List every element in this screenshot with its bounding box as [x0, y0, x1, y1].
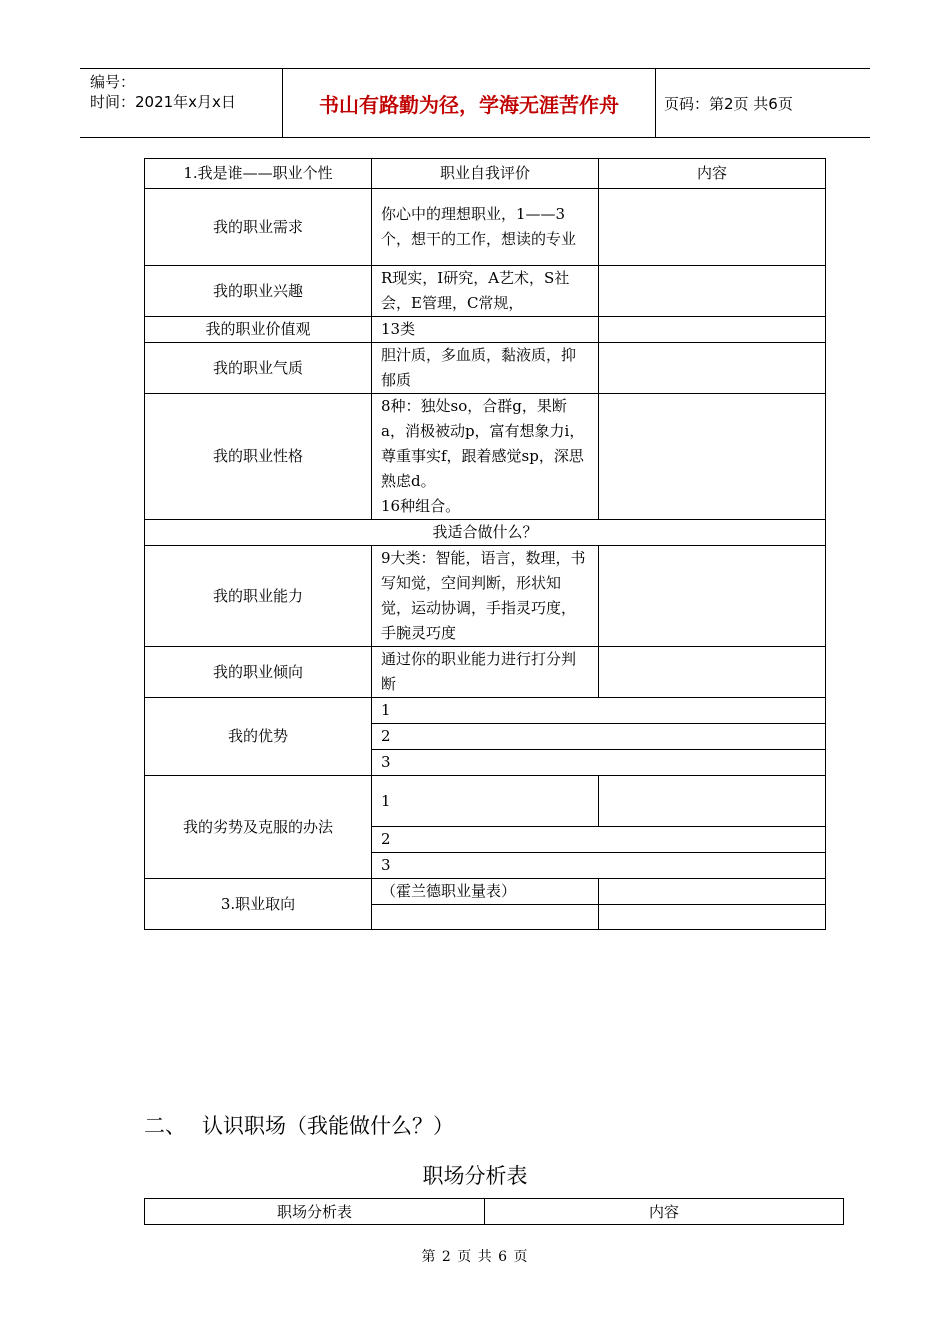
row-eval-line: 8种：独处so，合群g，果断a，消极被动p，富有想象力i，尊重事实f，跟着感觉sp，深思熟虑d。: [381, 397, 585, 490]
content-cell[interactable]: [599, 905, 826, 930]
motto-text: 书山有路勤为径，学海无涯苦作舟: [319, 92, 619, 117]
row-eval: 你心中的理想职业，1——3个，想干的工作，想读的专业: [372, 189, 599, 266]
content-cell[interactable]: [599, 317, 826, 343]
orientation-note: （霍兰德职业量表）: [372, 879, 599, 905]
advantage-item[interactable]: 2: [372, 724, 826, 750]
table-row: [145, 698, 826, 724]
section-row-label: 我适合做什么？: [145, 520, 826, 546]
disadvantage-item[interactable]: 1: [372, 776, 599, 827]
row-eval: R现实，I研究，A艺术，S社会，E管理，C常规，: [372, 266, 599, 317]
advantage-item[interactable]: 3: [372, 750, 826, 776]
table-row: [145, 266, 826, 317]
row-label: 我的优势: [145, 698, 372, 776]
content-cell[interactable]: [599, 189, 826, 266]
page-info: 页码：第2页 共6页: [664, 94, 793, 113]
row-label: 我的劣势及克服的办法: [145, 776, 372, 879]
row-eval: [372, 394, 599, 520]
section-title: 认识职场（我能做什么？）: [202, 1114, 454, 1138]
table-row: [145, 394, 826, 520]
row-label: 我的职业倾向: [145, 647, 372, 698]
table-row: [145, 879, 826, 905]
row-label: 我的职业能力: [145, 546, 372, 647]
content-cell[interactable]: [599, 647, 826, 698]
page-info-cell: [656, 69, 870, 137]
workplace-analysis-table: [144, 1198, 844, 1225]
row-label: 我的职业气质: [145, 343, 372, 394]
col-header: 内容: [599, 159, 826, 189]
table-row: [145, 343, 826, 394]
section-row: [145, 520, 826, 546]
row-label: 3.职业取向: [145, 879, 372, 930]
content-cell[interactable]: [599, 776, 826, 827]
table-title: 职场分析表: [422, 1164, 528, 1188]
motto-cell: [283, 69, 656, 137]
content-cell[interactable]: [372, 905, 599, 930]
col-header: 1.我是谁——职业个性: [145, 159, 372, 189]
content-cell[interactable]: [599, 879, 826, 905]
table-row: [145, 546, 826, 647]
row-eval: 通过你的职业能力进行打分判断: [372, 647, 599, 698]
row-label: 我的职业需求: [145, 189, 372, 266]
table-row: [145, 776, 826, 827]
table-header-row: [145, 1199, 844, 1225]
career-personality-table: [144, 158, 826, 930]
content-cell[interactable]: [599, 546, 826, 647]
col-header: 内容: [485, 1199, 844, 1225]
disadvantage-item[interactable]: 2: [372, 827, 826, 853]
row-eval: 9大类：智能，语言，数理，书写知觉，空间判断，形状知觉，运动协调，手指灵巧度，手腕灵巧度: [372, 546, 599, 647]
row-label: 我的职业价值观: [145, 317, 372, 343]
row-eval: 13类: [372, 317, 599, 343]
row-label: 我的职业兴趣: [145, 266, 372, 317]
page-footer: 第 2 页 共 6 页: [421, 1249, 529, 1265]
table-row: [145, 317, 826, 343]
row-eval-line: 16种组合。: [381, 497, 461, 515]
content-cell[interactable]: [599, 266, 826, 317]
advantage-item[interactable]: 1: [372, 698, 826, 724]
table-row: [145, 647, 826, 698]
document-header: [80, 68, 870, 138]
content-cell[interactable]: [599, 394, 826, 520]
col-header: 职业自我评价: [372, 159, 599, 189]
table-row: [145, 189, 826, 266]
row-label: 我的职业性格: [145, 394, 372, 520]
content-cell[interactable]: [599, 343, 826, 394]
header-info-cell: [80, 69, 283, 137]
time-label: 时间：2021年x月x日: [90, 93, 236, 111]
col-header: 职场分析表: [145, 1199, 485, 1225]
number-label: 编号：: [90, 73, 136, 91]
row-eval: 胆汁质，多血质，黏液质，抑郁质: [372, 343, 599, 394]
section-heading: [144, 1110, 454, 1140]
disadvantage-item[interactable]: 3: [372, 853, 826, 879]
section-number: 二、: [144, 1114, 186, 1138]
table-header-row: [145, 159, 826, 189]
